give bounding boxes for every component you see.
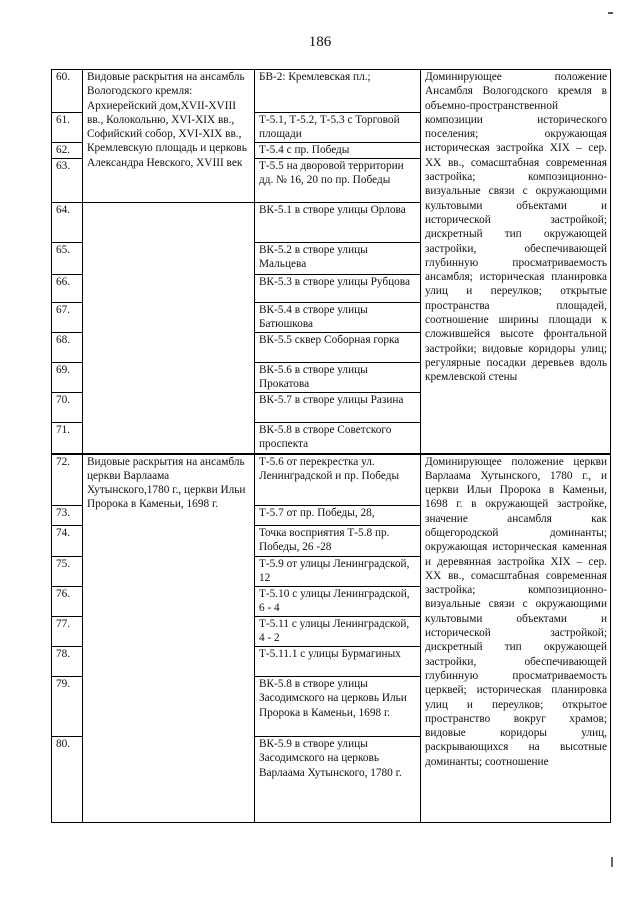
viewpoint-cell: Т-5.11.1 с улицы Бурмагиных bbox=[255, 647, 421, 677]
description-cell: Доминирующее положение Ансамбля Вологодского кремля в объемно-пространственной композиции исторического поселения; окружающая историческая застройка XIX – сер. XX вв., сомасштабная современная застройка; композиционно-визуальные связи с окружающими культовыми объектами и исторической застройкой; дискретный тип окружающей застройки, обеспечивающей глубинную просматриваемость ансамбля; историческая планировка улиц и переулков; открытые пространства площадей, соотношение ширины площади к сложившейся высоте фронтальной застройки; видовые коридоры улиц; регулярные посадки деревьев вдоль кремлевской стены bbox=[421, 70, 611, 454]
object-cell-empty bbox=[83, 203, 255, 454]
scan-mark bbox=[608, 12, 613, 14]
viewpoint-cell: Т-5.11 с улицы Ленинградской, 4 - 2 bbox=[255, 617, 421, 647]
viewpoint-cell: Т-5.6 от перекрестка ул. Ленинградской и пр. Победы bbox=[255, 454, 421, 506]
viewpoint-cell: ВК-5.1 в створе улицы Орлова bbox=[255, 203, 421, 243]
description-cell: Доминирующее положение церкви Варлаама Хутынского, 1780 г., и церкви Ильи Пророка в Каменьи, 1698 г. в окружающей застройке, значение ансамбля как общегородской доминанты; окружающая историческая каменная и деревянная застройка XIX – сер. XX вв., сомасштабная современная застройка; композиционно-визуальные связи с окружающими культовыми объектами и исторической застройкой; дискретный тип окружающей застройки, обеспечивающей глубинную просматриваемость церквей; историческая планировка улиц и переулков; открытое пространство вокруг храмов; видовые коридоры улиц, раскрывающихся на высотные доминанты; соотношение bbox=[421, 454, 611, 823]
viewpoint-cell: ВК-5.3 в створе улицы Рубцова bbox=[255, 275, 421, 303]
row-number: 63. bbox=[52, 159, 83, 203]
row-number: 78. bbox=[52, 647, 83, 677]
row-number: 72. bbox=[52, 454, 83, 506]
viewpoint-cell: ВК-5.2 в створе улицы Мальцева bbox=[255, 243, 421, 275]
table-row bbox=[52, 454, 611, 506]
viewpoint-cell: Т-5.7 от пр. Победы, 28, bbox=[255, 506, 421, 526]
viewpoint-cell: ВК-5.8 в створе Советского проспекта bbox=[255, 423, 421, 454]
row-number: 76. bbox=[52, 587, 83, 617]
viewpoint-cell: Точка восприятия Т-5.8 пр. Победы, 26 -28 bbox=[255, 526, 421, 557]
object-cell: Видовые раскрытия на ансамбль церкви Варлаама Хутынского,1780 г., церкви Ильи Пророка в Каменьи, 1698 г. bbox=[83, 454, 255, 823]
row-number: 65. bbox=[52, 243, 83, 275]
row-number: 80. bbox=[52, 737, 83, 823]
row-number: 73. bbox=[52, 506, 83, 526]
row-number: 74. bbox=[52, 526, 83, 557]
row-number: 70. bbox=[52, 393, 83, 423]
row-number: 66. bbox=[52, 275, 83, 303]
row-number: 79. bbox=[52, 677, 83, 737]
viewpoint-cell: ВК-5.6 в створе улицы Прокатова bbox=[255, 363, 421, 393]
viewpoint-cell: ВК-5.4 в створе улицы Батюшкова bbox=[255, 303, 421, 333]
row-number: 68. bbox=[52, 333, 83, 363]
row-number: 75. bbox=[52, 557, 83, 587]
page-number: 186 bbox=[308, 34, 332, 50]
viewpoint-cell: ВК-5.9 в створе улицы Засодимского на церковь Варлаама Хутынского, 1780 г. bbox=[255, 737, 421, 823]
object-cell: Видовые раскрытия на ансамбль Вологодского кремля: Архиерейский дом,XVII-XVIII вв., Колокольню, XVI-XIX вв., Софийский собор, XVI-XIX вв., Кремлевскую площадь и церковь Александра Невского, XVIII век bbox=[83, 70, 255, 203]
viewpoint-cell: ВК-5.8 в створе улицы Засодимского на церковь Ильи Пророка в Каменьи, 1698 г. bbox=[255, 677, 421, 737]
viewpoint-cell: Т-5.5 на дворовой территории дд. № 16, 20 по пр. Победы bbox=[255, 159, 421, 203]
table-row bbox=[52, 70, 611, 113]
viewpoint-cell: ВК-5.5 сквер Соборная горка bbox=[255, 333, 421, 363]
row-number: 62. bbox=[52, 143, 83, 159]
viewpoint-cell: БВ-2: Кремлевская пл.; bbox=[255, 70, 421, 113]
scan-mark bbox=[611, 857, 613, 867]
row-number: 69. bbox=[52, 363, 83, 393]
protected-views-table bbox=[51, 69, 611, 823]
viewpoint-cell: ВК-5.7 в створе улицы Разина bbox=[255, 393, 421, 423]
row-number: 61. bbox=[52, 113, 83, 143]
viewpoint-cell: Т-5.1, Т-5.2, Т-5.3 с Торговой площади bbox=[255, 113, 421, 143]
row-number: 71. bbox=[52, 423, 83, 454]
viewpoint-cell: Т-5.9 от улицы Ленинградской, 12 bbox=[255, 557, 421, 587]
row-number: 60. bbox=[52, 70, 83, 113]
row-number: 64. bbox=[52, 203, 83, 243]
viewpoint-cell: Т-5.10 с улицы Ленинградской, 6 - 4 bbox=[255, 587, 421, 617]
row-number: 77. bbox=[52, 617, 83, 647]
row-number: 67. bbox=[52, 303, 83, 333]
viewpoint-cell: Т-5.4 с пр. Победы bbox=[255, 143, 421, 159]
